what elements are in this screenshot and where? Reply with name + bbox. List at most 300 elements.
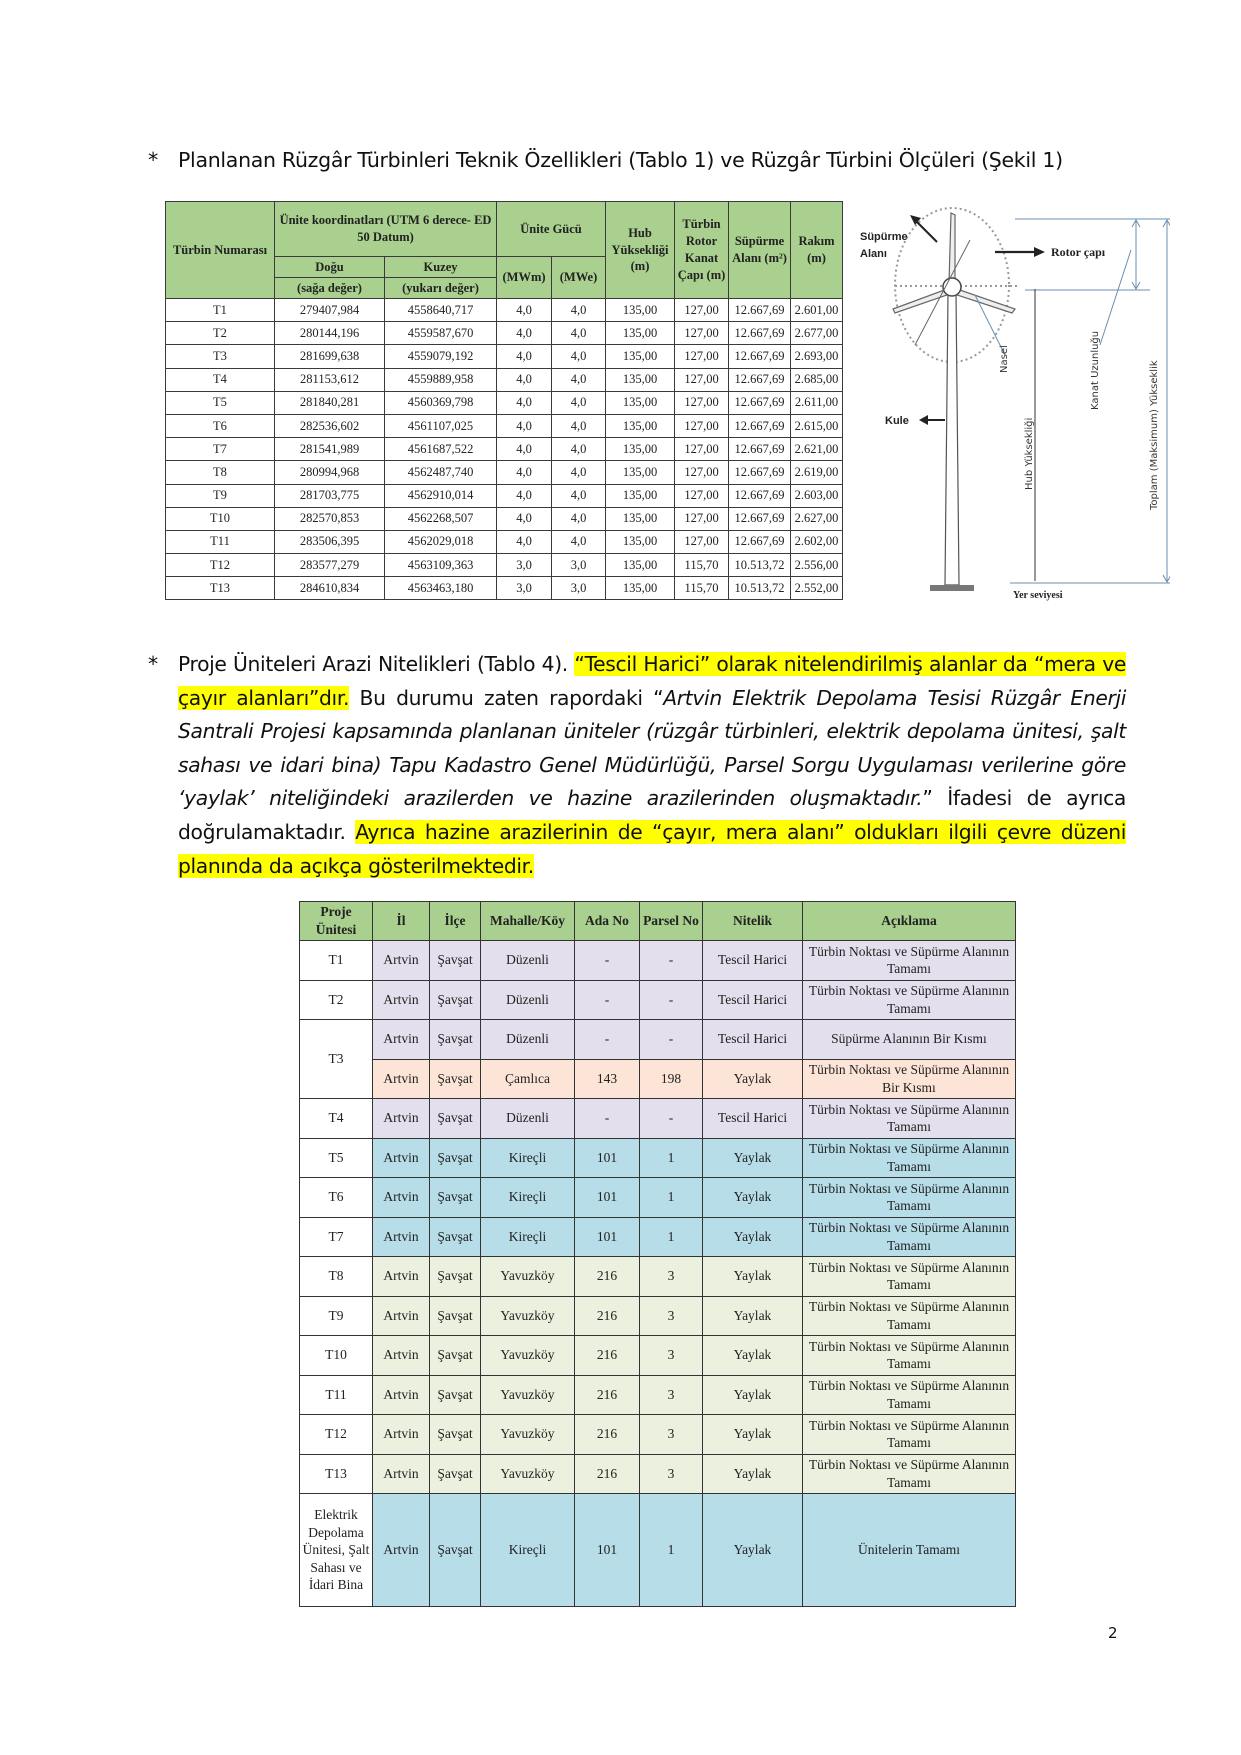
cell-mwm: 4,0 [497, 345, 552, 368]
cell-desc: Türbin Noktası ve Süpürme Alanının Tamamı [803, 1257, 1016, 1297]
cell-unit: T11 [300, 1375, 373, 1415]
th-hub: Hub Yüksekliği (m) [606, 202, 675, 299]
cell-province: Artvin [373, 1415, 430, 1455]
cell-quality: Tescil Harici [703, 1099, 803, 1139]
cell-east: 281699,638 [275, 345, 385, 368]
cell-quality: Yaylak [703, 1138, 803, 1178]
cell-id: T12 [166, 554, 275, 577]
th-desc: Açıklama [803, 902, 1016, 941]
cell-unit: T6 [300, 1178, 373, 1218]
land-quality-paragraph [178, 648, 1126, 883]
cell-alt: 2.611,00 [791, 391, 843, 414]
cell-mwm: 4,0 [497, 299, 552, 322]
th-quality: Nitelik [703, 902, 803, 941]
cell-rotor: 127,00 [675, 368, 729, 391]
cell-parcel: - [640, 941, 703, 981]
cell-province: Artvin [373, 980, 430, 1020]
label-rotor-diameter: Rotor çapı [1051, 245, 1106, 259]
cell-north: 4559889,958 [385, 368, 497, 391]
cell-parcel: - [640, 980, 703, 1020]
cell-block: 216 [575, 1415, 640, 1455]
cell-unit: Elektrik Depolama Ünitesi, Şalt Sahası ve İdari Bina [300, 1494, 373, 1607]
cell-block: - [575, 1099, 640, 1139]
cell-province: Artvin [373, 1494, 430, 1607]
cell-rotor: 127,00 [675, 299, 729, 322]
cell-unit: T10 [300, 1336, 373, 1376]
section1-heading: Planlanan Rüzgâr Türbinleri Teknik Özellikleri (Tablo 1) ve Rüzgâr Türbini Ölçüleri (Şekil 1) [178, 148, 1063, 172]
cell-alt: 2.601,00 [791, 299, 843, 322]
th-turbine-no: Türbin Numarası [166, 202, 275, 299]
table-row [166, 530, 843, 553]
th-swept: Süpürme Alanı (m²) [729, 202, 791, 299]
cell-desc: Türbin Noktası ve Süpürme Alanının Tamamı [803, 1415, 1016, 1455]
cell-unit: T9 [300, 1296, 373, 1336]
cell-north: 4562268,507 [385, 507, 497, 530]
cell-east: 281703,775 [275, 484, 385, 507]
cell-swept: 12.667,69 [729, 461, 791, 484]
cell-village: Yavuzköy [481, 1257, 575, 1297]
table-row [166, 345, 843, 368]
cell-parcel: 1 [640, 1217, 703, 1257]
cell-swept: 12.667,69 [729, 414, 791, 437]
cell-block: 101 [575, 1494, 640, 1607]
table-row [300, 1415, 1016, 1455]
cell-mwm: 4,0 [497, 368, 552, 391]
turbine-specs-table [165, 201, 843, 600]
th-mwm: (MWm) [497, 257, 552, 299]
table-row [166, 461, 843, 484]
cell-mwe: 4,0 [552, 530, 606, 553]
cell-mwm: 3,0 [497, 577, 552, 600]
th-north-sub: (yukarı değer) [385, 278, 497, 299]
bullet-marker: * [148, 148, 158, 172]
cell-north: 4559079,192 [385, 345, 497, 368]
cell-east: 283577,279 [275, 554, 385, 577]
cell-east: 282536,602 [275, 414, 385, 437]
cell-district: Şavşat [430, 1257, 481, 1297]
cell-desc: Süpürme Alanının Bir Kısmı [803, 1020, 1016, 1060]
cell-desc: Türbin Noktası ve Süpürme Alanının Tamamı [803, 980, 1016, 1020]
cell-province: Artvin [373, 1138, 430, 1178]
cell-block: 101 [575, 1138, 640, 1178]
cell-id: T11 [166, 530, 275, 553]
cell-rotor: 127,00 [675, 484, 729, 507]
cell-parcel: 198 [640, 1059, 703, 1099]
highlight-tescil-harici: “Tescil Harici” olarak nitelendirilmiş alanlar da “mera ve çayır alanları”dır. [178, 652, 1127, 710]
cell-block: 216 [575, 1454, 640, 1494]
th-block: Ada No [575, 902, 640, 941]
th-province: İl [373, 902, 430, 941]
cell-village: Kireçli [481, 1138, 575, 1178]
label-swept-area: Süpürme [860, 231, 908, 243]
cell-desc: Türbin Noktası ve Süpürme Alanının Tamamı [803, 1178, 1016, 1218]
cell-hub: 135,00 [606, 299, 675, 322]
cell-mwe: 4,0 [552, 461, 606, 484]
cell-province: Artvin [373, 941, 430, 981]
page-number: 2 [1108, 1624, 1118, 1642]
cell-district: Şavşat [430, 1178, 481, 1218]
cell-quality: Yaylak [703, 1178, 803, 1218]
label-hub-height: Hub Yüksekliği [1024, 417, 1035, 490]
cell-swept: 12.667,69 [729, 368, 791, 391]
cell-unit: T2 [300, 980, 373, 1020]
cell-id: T6 [166, 414, 275, 437]
table-row [300, 1178, 1016, 1218]
cell-desc: Türbin Noktası ve Süpürme Alanının Tamamı [803, 1454, 1016, 1494]
cell-province: Artvin [373, 1217, 430, 1257]
cell-parcel: 3 [640, 1375, 703, 1415]
table-row [300, 1454, 1016, 1494]
cell-unit: T5 [300, 1138, 373, 1178]
table-row [300, 1494, 1016, 1607]
cell-id: T3 [166, 345, 275, 368]
cell-quality: Tescil Harici [703, 980, 803, 1020]
cell-swept: 12.667,69 [729, 507, 791, 530]
label-total-height: Toplam (Maksimum) Yükseklik [1149, 360, 1160, 510]
cell-mwe: 4,0 [552, 507, 606, 530]
cell-north: 4561687,522 [385, 438, 497, 461]
bullet-marker: * [148, 652, 159, 676]
label-swept-area-2: Alanı [860, 248, 887, 260]
cell-parcel: 1 [640, 1494, 703, 1607]
cell-district: Şavşat [430, 1020, 481, 1060]
cell-block: 101 [575, 1217, 640, 1257]
cell-east: 280144,196 [275, 322, 385, 345]
cell-id: T7 [166, 438, 275, 461]
cell-hub: 135,00 [606, 414, 675, 437]
table-row [166, 414, 843, 437]
table-row [166, 391, 843, 414]
cell-mwm: 4,0 [497, 484, 552, 507]
cell-mwe: 4,0 [552, 414, 606, 437]
cell-quality: Tescil Harici [703, 1020, 803, 1060]
cell-alt: 2.627,00 [791, 507, 843, 530]
cell-unit: T4 [300, 1099, 373, 1139]
cell-east: 279407,984 [275, 299, 385, 322]
cell-block: 216 [575, 1257, 640, 1297]
cell-province: Artvin [373, 1178, 430, 1218]
cell-desc: Türbin Noktası ve Süpürme Alanının Tamamı [803, 1375, 1016, 1415]
table-row [300, 1296, 1016, 1336]
cell-north: 4562487,740 [385, 461, 497, 484]
cell-parcel: - [640, 1020, 703, 1060]
th-east: Doğu [275, 257, 385, 278]
cell-mwm: 3,0 [497, 554, 552, 577]
table-row [166, 484, 843, 507]
cell-hub: 135,00 [606, 530, 675, 553]
cell-district: Şavşat [430, 1454, 481, 1494]
table-row [300, 1375, 1016, 1415]
cell-rotor: 127,00 [675, 391, 729, 414]
cell-desc: Ünitelerin Tamamı [803, 1494, 1016, 1607]
cell-district: Şavşat [430, 1494, 481, 1607]
cell-province: Artvin [373, 1375, 430, 1415]
cell-district: Şavşat [430, 1296, 481, 1336]
cell-mwm: 4,0 [497, 322, 552, 345]
cell-east: 284610,834 [275, 577, 385, 600]
cell-hub: 135,00 [606, 577, 675, 600]
cell-east: 281541,989 [275, 438, 385, 461]
cell-district: Şavşat [430, 1217, 481, 1257]
cell-parcel: 3 [640, 1257, 703, 1297]
cell-east: 281153,612 [275, 368, 385, 391]
cell-quality: Yaylak [703, 1296, 803, 1336]
cell-village: Yavuzköy [481, 1296, 575, 1336]
cell-quality: Yaylak [703, 1336, 803, 1376]
cell-swept: 12.667,69 [729, 391, 791, 414]
cell-district: Şavşat [430, 1415, 481, 1455]
cell-alt: 2.615,00 [791, 414, 843, 437]
th-unit: Proje Ünitesi [300, 902, 373, 941]
cell-alt: 2.693,00 [791, 345, 843, 368]
cell-district: Şavşat [430, 980, 481, 1020]
cell-mwe: 4,0 [552, 391, 606, 414]
cell-mwe: 4,0 [552, 322, 606, 345]
table-row [300, 980, 1016, 1020]
cell-village: Kireçli [481, 1217, 575, 1257]
table-row [166, 438, 843, 461]
cell-north: 4559587,670 [385, 322, 497, 345]
cell-unit: T1 [300, 941, 373, 981]
cell-id: T9 [166, 484, 275, 507]
label-tower: Kule [885, 415, 909, 427]
cell-alt: 2.602,00 [791, 530, 843, 553]
cell-block: - [575, 980, 640, 1020]
cell-id: T2 [166, 322, 275, 345]
cell-hub: 135,00 [606, 345, 675, 368]
cell-desc: Türbin Noktası ve Süpürme Alanının Tamamı [803, 1217, 1016, 1257]
cell-swept: 12.667,69 [729, 299, 791, 322]
cell-village: Yavuzköy [481, 1375, 575, 1415]
cell-district: Şavşat [430, 1336, 481, 1376]
cell-block: - [575, 941, 640, 981]
cell-desc: Türbin Noktası ve Süpürme Alanının Tamamı [803, 1296, 1016, 1336]
cell-east: 282570,853 [275, 507, 385, 530]
cell-unit: T8 [300, 1257, 373, 1297]
cell-mwe: 4,0 [552, 299, 606, 322]
land-quality-table [299, 901, 1016, 1607]
cell-swept: 10.513,72 [729, 577, 791, 600]
cell-province: Artvin [373, 1257, 430, 1297]
cell-quality: Yaylak [703, 1059, 803, 1099]
cell-district: Şavşat [430, 1138, 481, 1178]
cell-hub: 135,00 [606, 322, 675, 345]
cell-mwm: 4,0 [497, 391, 552, 414]
cell-north: 4558640,717 [385, 299, 497, 322]
cell-parcel: 3 [640, 1454, 703, 1494]
cell-alt: 2.552,00 [791, 577, 843, 600]
cell-district: Şavşat [430, 1059, 481, 1099]
cell-province: Artvin [373, 1059, 430, 1099]
cell-village: Yavuzköy [481, 1454, 575, 1494]
cell-block: - [575, 1020, 640, 1060]
cell-unit: T7 [300, 1217, 373, 1257]
cell-swept: 12.667,69 [729, 484, 791, 507]
table-row [300, 1099, 1016, 1139]
label-ground-level: Yer seviyesi [1013, 590, 1063, 601]
cell-east: 283506,395 [275, 530, 385, 553]
table-row [300, 1059, 1016, 1099]
cell-block: 143 [575, 1059, 640, 1099]
cell-block: 101 [575, 1178, 640, 1218]
cell-east: 280994,968 [275, 461, 385, 484]
table-row [300, 1020, 1016, 1060]
cell-alt: 2.621,00 [791, 438, 843, 461]
cell-id: T13 [166, 577, 275, 600]
cell-block: 216 [575, 1375, 640, 1415]
cell-province: Artvin [373, 1296, 430, 1336]
cell-quality: Tescil Harici [703, 941, 803, 981]
cell-north: 4563463,180 [385, 577, 497, 600]
cell-hub: 135,00 [606, 438, 675, 461]
cell-district: Şavşat [430, 1099, 481, 1139]
cell-swept: 10.513,72 [729, 554, 791, 577]
cell-village: Yavuzköy [481, 1336, 575, 1376]
cell-parcel: 3 [640, 1296, 703, 1336]
cell-id: T10 [166, 507, 275, 530]
cell-mwm: 4,0 [497, 530, 552, 553]
tower-shape [945, 293, 959, 585]
cell-quality: Yaylak [703, 1257, 803, 1297]
cell-rotor: 127,00 [675, 530, 729, 553]
cell-alt: 2.685,00 [791, 368, 843, 391]
cell-id: T8 [166, 461, 275, 484]
cell-mwe: 4,0 [552, 438, 606, 461]
cell-mwe: 4,0 [552, 484, 606, 507]
section1-heading-line [148, 148, 1063, 172]
cell-north: 4561107,025 [385, 414, 497, 437]
table-row [300, 1257, 1016, 1297]
cell-rotor: 115,70 [675, 554, 729, 577]
cell-mwm: 4,0 [497, 414, 552, 437]
cell-east: 281840,281 [275, 391, 385, 414]
cell-north: 4563109,363 [385, 554, 497, 577]
cell-province: Artvin [373, 1336, 430, 1376]
cell-hub: 135,00 [606, 554, 675, 577]
cell-rotor: 127,00 [675, 507, 729, 530]
table-row [300, 1138, 1016, 1178]
cell-province: Artvin [373, 1454, 430, 1494]
cell-quality: Yaylak [703, 1415, 803, 1455]
cell-north: 4560369,798 [385, 391, 497, 414]
cell-mwm: 4,0 [497, 507, 552, 530]
table-row [166, 577, 843, 600]
th-east-sub: (sağa değer) [275, 278, 385, 299]
para-text-3: ” İfadesi de ayrıca doğrulamaktadır. [178, 786, 1126, 844]
para-text-2: Bu durumu zaten rapordaki “ [349, 685, 664, 710]
th-mwe: (MWe) [552, 257, 606, 299]
cell-village: Düzenli [481, 1020, 575, 1060]
cell-parcel: 3 [640, 1336, 703, 1376]
cell-mwe: 3,0 [552, 554, 606, 577]
cell-quality: Yaylak [703, 1494, 803, 1607]
cell-hub: 135,00 [606, 461, 675, 484]
cell-swept: 12.667,69 [729, 322, 791, 345]
label-nacelle: Nasel [999, 345, 1010, 373]
cell-hub: 135,00 [606, 507, 675, 530]
cell-id: T1 [166, 299, 275, 322]
th-village: Mahalle/Köy [481, 902, 575, 941]
cell-desc: Türbin Noktası ve Süpürme Alanının Tamamı [803, 1138, 1016, 1178]
cell-desc: Türbin Noktası ve Süpürme Alanının Bir Kısmı [803, 1059, 1016, 1099]
th-district: İlçe [430, 902, 481, 941]
cell-district: Şavşat [430, 1375, 481, 1415]
report-quote: Artvin Elektrik Depolama Tesisi Rüzgâr Enerji Santrali Projesi kapsamında planlanan üniteler (rüzgâr türbinleri, elektrik depolama ünitesi, şalt sahası ve idari bina) Tapu Kadastro Genel Müdürlüğü, Parsel Sorgu Uygulaması verilerine göre ‘yaylak’ niteliğindeki arazilerden ve hazine arazilerinden oluşmaktadır. [178, 685, 1127, 811]
table-row [166, 299, 843, 322]
cell-quality: Yaylak [703, 1217, 803, 1257]
th-altitude: Rakım (m) [791, 202, 843, 299]
cell-rotor: 127,00 [675, 322, 729, 345]
table-row [166, 368, 843, 391]
cell-village: Düzenli [481, 1099, 575, 1139]
cell-village: Çamlıca [481, 1059, 575, 1099]
cell-village: Düzenli [481, 980, 575, 1020]
th-parcel: Parsel No [640, 902, 703, 941]
cell-swept: 12.667,69 [729, 530, 791, 553]
cell-unit: T13 [300, 1454, 373, 1494]
cell-village: Kireçli [481, 1178, 575, 1218]
th-power: Ünite Gücü [497, 202, 606, 257]
cell-rotor: 127,00 [675, 438, 729, 461]
cell-parcel: - [640, 1099, 703, 1139]
cell-alt: 2.677,00 [791, 322, 843, 345]
cell-north: 4562910,014 [385, 484, 497, 507]
cell-hub: 135,00 [606, 484, 675, 507]
cell-alt: 2.556,00 [791, 554, 843, 577]
label-blade-length: Kanat Uzunluğu [1090, 330, 1101, 410]
table-row [300, 1217, 1016, 1257]
cell-village: Düzenli [481, 941, 575, 981]
para-intro: Proje Üniteleri Arazi Nitelikleri (Tablo 4). [178, 652, 575, 676]
table-row [166, 507, 843, 530]
cell-block: 216 [575, 1336, 640, 1376]
th-coords: Ünite koordinatları (UTM 6 derece- ED 50 Datum) [275, 202, 497, 257]
cell-block: 216 [575, 1296, 640, 1336]
cell-quality: Yaylak [703, 1454, 803, 1494]
cell-swept: 12.667,69 [729, 438, 791, 461]
cell-alt: 2.619,00 [791, 461, 843, 484]
cell-hub: 135,00 [606, 391, 675, 414]
cell-province: Artvin [373, 1099, 430, 1139]
th-rotor: Türbin Rotor Kanat Çapı (m) [675, 202, 729, 299]
cell-mwm: 4,0 [497, 438, 552, 461]
cell-id: T5 [166, 391, 275, 414]
cell-north: 4562029,018 [385, 530, 497, 553]
table-row [166, 322, 843, 345]
cell-quality: Yaylak [703, 1375, 803, 1415]
highlight-hazine: Ayrıca hazine arazilerinin de “çayır, mera alanı” oldukları ilgili çevre düzeni planında da açıkça gösterilmektedir. [178, 819, 1126, 878]
cell-mwm: 4,0 [497, 461, 552, 484]
table-row [166, 554, 843, 577]
cell-id: T4 [166, 368, 275, 391]
cell-desc: Türbin Noktası ve Süpürme Alanının Tamamı [803, 941, 1016, 981]
cell-parcel: 3 [640, 1415, 703, 1455]
cell-rotor: 127,00 [675, 461, 729, 484]
cell-rotor: 127,00 [675, 414, 729, 437]
cell-unit: T3 [300, 1020, 373, 1099]
table-row [300, 941, 1016, 981]
th-north: Kuzey [385, 257, 497, 278]
cell-province: Artvin [373, 1020, 430, 1060]
cell-parcel: 1 [640, 1178, 703, 1218]
wind-turbine-diagram [855, 205, 1170, 605]
cell-hub: 135,00 [606, 368, 675, 391]
cell-mwe: 4,0 [552, 368, 606, 391]
cell-unit: T12 [300, 1415, 373, 1455]
cell-mwe: 4,0 [552, 345, 606, 368]
cell-village: Yavuzköy [481, 1415, 575, 1455]
cell-alt: 2.603,00 [791, 484, 843, 507]
